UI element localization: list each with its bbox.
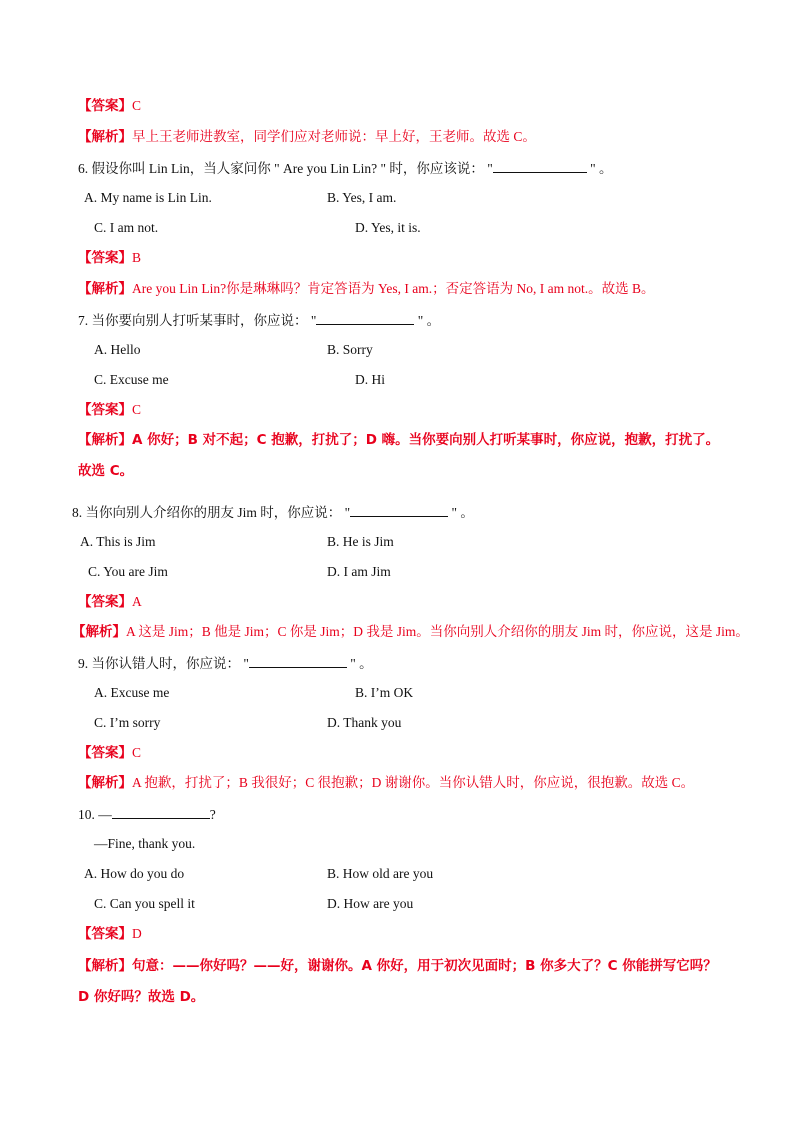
analysis-text-continued: D 你好吗？故选 D。 (78, 989, 205, 1005)
analysis-text: 句意：——你好吗？——好，谢谢你。A 你好，用于初次见面时；B 你多大了？C 你能拼写它吗？ (132, 958, 717, 974)
option-d: D. Yes, it is. (355, 220, 421, 235)
question-stem: 7. 当你要向别人打听某事时，你应说： " " 。 (78, 310, 440, 331)
answer-blank (493, 158, 587, 173)
option-c: C. Can you spell it (94, 896, 195, 911)
answer-tag: 【答案】 (78, 98, 132, 113)
option-d: D. Hi (355, 372, 385, 387)
option-b: B. Yes, I am. (327, 190, 397, 205)
answer-line (78, 400, 141, 420)
analysis-tag: 【解析】 (78, 775, 132, 790)
analysis-tag: 【解析】 (78, 281, 132, 296)
answer-tag: 【答案】 (78, 250, 132, 265)
answer-value: C (132, 745, 142, 760)
answer-blank (249, 653, 347, 668)
analysis-tag: 【解析】 (72, 624, 126, 639)
analysis-text: A 抱歉，打扰了；B 我很好；C 很抱歉；D 谢谢你。当你认错人时，你应说，很抱歉。故选 C。 (132, 775, 695, 790)
option-a: A. Hello (94, 342, 141, 357)
option-b: B. He is Jim (327, 534, 394, 549)
answer-value: D (132, 926, 142, 941)
option-d: D. How are you (327, 896, 414, 911)
answer-line (78, 743, 141, 763)
option-c: C. Excuse me (94, 372, 169, 387)
analysis-tag: 【解析】 (78, 432, 132, 448)
analysis-text: A 这是 Jim；B 他是 Jim；C 你是 Jim；D 我是 Jim。当你向别人介绍你的朋友 Jim 时，你应说，这是 Jim。 (126, 624, 749, 639)
answer-blank (350, 502, 448, 517)
question-stem: 6. 假设你叫 Lin Lin，当人家问你 " Are you Lin Lin? " 时，你应该说： " " 。 (78, 158, 613, 179)
analysis-line (78, 773, 694, 793)
answer-line (78, 592, 142, 612)
answer-tag: 【答案】 (78, 926, 132, 941)
answer-value: A (132, 594, 142, 609)
answer-blank (112, 804, 210, 819)
analysis-text: Are you Lin Lin?你是琳琳吗？肯定答语为 Yes, I am.；否定答语为 No, I am not.。故选 B。 (132, 281, 655, 296)
answer-tag: 【答案】 (78, 745, 132, 760)
answer-line (78, 96, 141, 116)
option-a: A. This is Jim (80, 534, 156, 549)
analysis-line (72, 622, 749, 642)
answer-line (78, 248, 141, 268)
answer-value: C (132, 402, 142, 417)
dialogue-reply: —Fine, thank you. (94, 836, 196, 851)
option-c: C. I’m sorry (94, 715, 161, 730)
analysis-tag: 【解析】 (78, 129, 132, 144)
answer-value: B (132, 250, 142, 265)
option-b: B. How old are you (327, 866, 434, 881)
answer-line (78, 924, 142, 944)
analysis-line (78, 279, 654, 299)
analysis-line (78, 956, 717, 976)
analysis-text: A 你好；B 对不起；C 抱歉，打扰了；D 嗨。当你要向别人打听某事时，你应说，抱歉，打扰了。 (132, 432, 720, 448)
option-d: D. I am Jim (327, 564, 391, 579)
answer-tag: 【答案】 (78, 402, 132, 417)
analysis-line (78, 430, 719, 450)
option-b: B. I’m OK (355, 685, 414, 700)
option-c: C. I am not. (94, 220, 159, 235)
question-stem: 8. 当你向别人介绍你的朋友 Jim 时，你应说： " " 。 (72, 502, 474, 523)
option-d: D. Thank you (327, 715, 402, 730)
analysis-line (78, 127, 536, 147)
option-c: C. You are Jim (88, 564, 168, 579)
question-stem: 9. 当你认错人时，你应说： " " 。 (78, 653, 373, 674)
analysis-text-continued: 故选 C。 (78, 463, 134, 479)
option-a: A. My name is Lin Lin. (84, 190, 212, 205)
option-a: A. Excuse me (94, 685, 170, 700)
option-b: B. Sorry (327, 342, 373, 357)
answer-tag: 【答案】 (78, 594, 132, 609)
answer-value: C (132, 98, 142, 113)
analysis-tag: 【解析】 (78, 958, 132, 974)
question-stem: 10. — ? (78, 804, 216, 825)
analysis-text: 早上王老师进教室，同学们应对老师说：早上好，王老师。故选 C。 (132, 129, 536, 144)
option-a: A. How do you do (84, 866, 185, 881)
answer-blank (316, 310, 414, 325)
